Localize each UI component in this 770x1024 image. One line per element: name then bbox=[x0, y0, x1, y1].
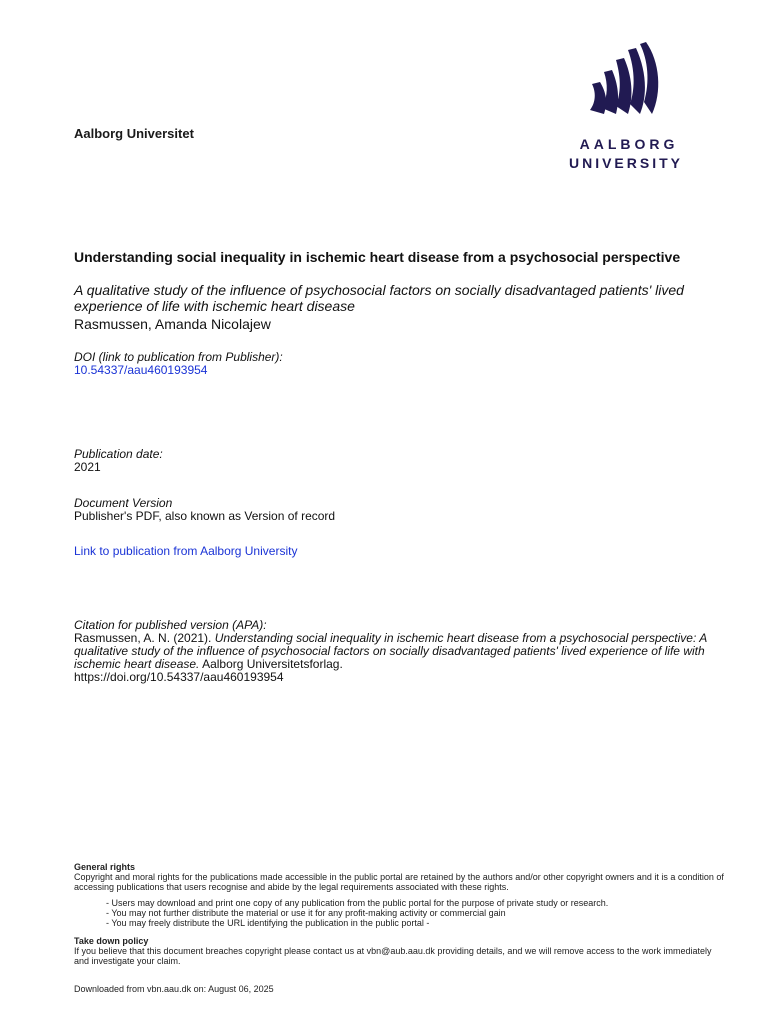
rights-item: - You may freely distribute the URL identifying the publication in the public portal - bbox=[106, 918, 430, 928]
aau-logo bbox=[560, 40, 690, 175]
publication-author: Rasmussen, Amanda Nicolajew bbox=[74, 316, 271, 332]
publication-subtitle: A qualitative study of the influence of psychosocial factors on socially disadvantaged patients' lived experience of life with ischemic heart disease bbox=[74, 282, 684, 314]
aalborg-publication-link[interactable]: Link to publication from Aalborg University bbox=[74, 544, 298, 558]
citation-label: Citation for published version (APA): bbox=[74, 618, 267, 632]
doi-label: DOI (link to publication from Publisher): bbox=[74, 350, 283, 364]
rights-item: - You may not further distribute the material or use it for any profit-making activity or commercial gain bbox=[106, 908, 506, 918]
logo-text-aalborg: AALBORG bbox=[579, 136, 679, 152]
publication-date-label: Publication date: bbox=[74, 447, 163, 461]
citation-text bbox=[74, 632, 724, 671]
citation-section bbox=[74, 619, 724, 684]
doi-link[interactable]: 10.54337/aau460193954 bbox=[74, 363, 208, 377]
publication-link-section bbox=[74, 545, 724, 558]
citation-title: Understanding social inequality in ischemic heart disease from a psychosocial perspective: A qualitative study of the influence of psychosocial factors on socially disadvantaged patients' lived experience of life with ischemic heart disease. bbox=[74, 631, 707, 671]
take-down-text: If you believe that this document breaches copyright please contact us at vbn@aub.aau.dk providing details, and we will remove access to the work immediately and investigate your claim. bbox=[74, 946, 712, 966]
general-rights-text: Copyright and moral rights for the publications made accessible in the public portal are retained by the authors and/or other copyright owners and it is a condition of accessing publications that users recognise and abide by the legal requirements associated with these rights. bbox=[74, 872, 724, 892]
doi-section bbox=[74, 351, 724, 377]
take-down-heading: Take down policy bbox=[74, 936, 149, 946]
citation-authors: Rasmussen, A. N. (2021). bbox=[74, 631, 215, 645]
publication-date-value: 2021 bbox=[74, 460, 101, 474]
institution-name: Aalborg Universitet bbox=[74, 126, 194, 141]
downloaded-note: Downloaded from vbn.aau.dk on: August 06, 2025 bbox=[74, 984, 274, 994]
citation-publisher: Aalborg Universitetsforlag. bbox=[199, 657, 343, 671]
rights-list bbox=[106, 898, 724, 928]
take-down-section bbox=[74, 936, 724, 966]
citation-url[interactable]: https://doi.org/10.54337/aau460193954 bbox=[74, 670, 284, 684]
general-rights-heading: General rights bbox=[74, 862, 136, 872]
document-version-value: Publisher's PDF, also known as Version of record bbox=[74, 509, 336, 523]
rights-item: - Users may download and print one copy of any publication from the public portal for the purpose of private study or research. bbox=[106, 898, 609, 908]
publication-title: Understanding social inequality in ischemic heart disease from a psychosocial perspective bbox=[74, 249, 681, 265]
publication-date-section bbox=[74, 448, 724, 474]
document-version-section bbox=[74, 497, 724, 523]
aau-waves-logo-icon bbox=[582, 40, 664, 120]
document-version-label: Document Version bbox=[74, 496, 173, 510]
general-rights-section bbox=[74, 862, 724, 928]
logo-text-university: UNIVERSITY bbox=[568, 155, 683, 171]
